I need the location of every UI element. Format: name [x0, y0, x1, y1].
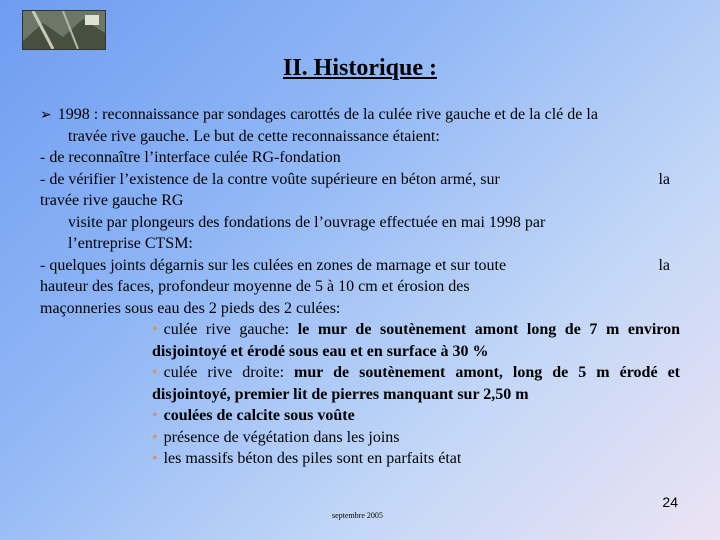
- item-d-right: la: [658, 256, 670, 274]
- content-body: [40, 104, 680, 470]
- arrow-bullet-icon: ➢: [40, 107, 52, 123]
- item-b-right: la: [658, 170, 670, 188]
- bullet-culee-rive-gauche: [40, 319, 680, 362]
- item-d-line-1: [40, 255, 680, 277]
- item-b-line-2: travée rive gauche RG: [40, 192, 184, 209]
- bullet-4-text: présence de végétation dans les joins: [163, 428, 400, 446]
- page-number: 24: [662, 494, 678, 510]
- header-photo-thumbnail: [22, 10, 106, 50]
- bullet-dot-icon: •: [152, 364, 158, 381]
- item-d-line-3: maçonneries sous eau des 2 pieds des 2 culées:: [40, 299, 341, 317]
- page-title: II. Historique :: [282, 55, 437, 81]
- item-c-line-1: visite par plongeurs des fondations de l’ouvrage effectuée en mai 1998 par: [68, 213, 546, 231]
- intro-line-1: [40, 104, 680, 126]
- bullet-dot-icon: •: [152, 321, 158, 338]
- bullet-culee-rive-droite: [40, 362, 680, 405]
- bullet-1-label: culée rive gauche:: [163, 321, 298, 338]
- item-d-text: - quelques joints dégarnis sur les culées en zones de marnage et sur toute: [40, 256, 507, 274]
- bullet-massifs-beton: [40, 448, 680, 470]
- item-b-text: - de vérifier l’existence de la contre voûte supérieure en béton armé, sur: [40, 170, 500, 188]
- footer-date: septembre 2005: [332, 511, 383, 520]
- intro-text-1: 1998 : reconnaissance par sondages carottés de la culée rive gauche et de la clé de la: [57, 106, 598, 123]
- bullet-dot-icon: •: [152, 450, 158, 467]
- item-b-line-1: [40, 169, 680, 191]
- bullet-1-detail: le mur de soutènement amont long de 7 m environ disjointoyé et érodé sous eau et en surface à 30 %: [152, 321, 681, 360]
- bullet-dot-icon: •: [152, 428, 158, 446]
- bullet-vegetation: [40, 427, 680, 449]
- bullet-dot-icon: •: [152, 407, 158, 424]
- bullet-coulees-calcite: [40, 405, 680, 427]
- intro-line-2: travée rive gauche. Le but de cette reconnaissance étaient:: [68, 127, 440, 145]
- bullet-5-text: les massifs béton des piles sont en parfaits état: [163, 450, 462, 467]
- item-c-line-2: l’entreprise CTSM:: [68, 235, 193, 252]
- item-d-line-2: hauteur des faces, profondeur moyenne de 5 à 10 cm et érosion des: [40, 278, 470, 295]
- bullet-2-detail: mur de soutènement amont, long de 5 m érodé et disjointoyé, premier lit de pierres manquant sur 2,50 m: [152, 364, 680, 403]
- item-a: - de reconnaître l’interface culée RG-fondation: [40, 149, 341, 166]
- bullet-3-text: coulées de calcite sous voûte: [163, 407, 355, 424]
- bullet-2-label: culée rive droite:: [163, 364, 295, 381]
